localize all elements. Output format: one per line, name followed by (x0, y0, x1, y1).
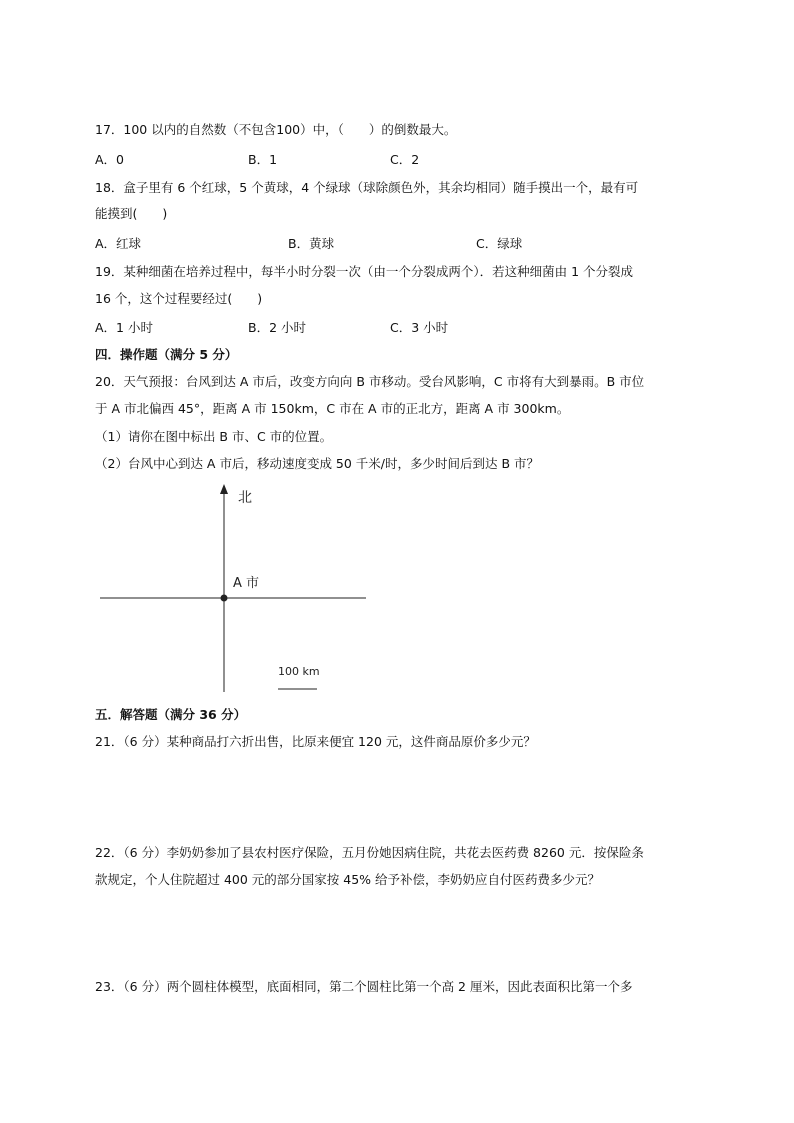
question-18-option-b: B．黄球 (288, 236, 335, 251)
question-23-line1: 23．（6 分）两个圆柱体模型，底面相同，第二个圆柱比第一个高 2 厘米，因此表面积比第一个多 (95, 979, 633, 994)
question-17-option-a: A．0 (95, 152, 125, 167)
section-4-title: 四．操作题（满分 5 分） (95, 347, 238, 362)
north-arrow-icon (220, 484, 228, 494)
question-18-option-a: A．红球 (95, 236, 142, 251)
question-21-text: 21．（6 分）某种商品打六折出售，比原来便宜 120 元，这件商品原价多少元？ (95, 734, 536, 749)
north-label: 北 (238, 490, 252, 506)
question-19-stem-line1: 19．某种细菌在培养过程中，每半小时分裂一次（由一个分裂成两个）．若这种细菌由 1 个分裂成 (95, 264, 634, 279)
city-a-point (221, 595, 228, 602)
question-22-line2: 款规定，个人住院超过 400 元的部分国家按 45% 给予补偿，李奶奶应自付医药费多少元？ (95, 872, 601, 887)
question-20-line2: 于 A 市北偏西 45°，距离 A 市 150km，C 市在 A 市的正北方，距离 A 市 300km。 (95, 401, 570, 416)
question-18-stem-line1: 18．盒子里有 6 个红球，5 个黄球，4 个绿球（球除颜色外，其余均相同）随手摸出一个，最有可 (95, 180, 639, 195)
question-18-option-c: C．绿球 (476, 236, 523, 251)
question-19-option-b: B．2 小时 (248, 320, 307, 335)
compass-diagram (90, 480, 380, 695)
question-17-option-c: C．2 (390, 152, 420, 167)
question-20-sub2: （2）台风中心到达 A 市后，移动速度变成 50 千米/时，多少时间后到达 B 市？ (95, 456, 540, 471)
scale-label: 100 km (278, 665, 320, 678)
question-19-option-a: A．1 小时 (95, 320, 153, 335)
question-20-sub1: （1）请你在图中标出 B 市、C 市的位置。 (95, 429, 333, 444)
question-19-stem-line2: 16 个，这个过程要经过( ) (95, 291, 263, 306)
question-19-option-c: C．3 小时 (390, 320, 449, 335)
city-a-label: A 市 (233, 576, 260, 591)
question-20-line1: 20．天气预报：台风到达 A 市后，改变方向向 B 市移动。受台风影响，C 市将有大到暴雨。B 市位 (95, 374, 645, 389)
question-22-line1: 22．（6 分）李奶奶参加了县农村医疗保险，五月份她因病住院，共花去医药费 8260 元．按保险条 (95, 845, 644, 860)
question-18-stem-line2: 能摸到( ) (95, 206, 168, 221)
question-17-option-b: B．1 (248, 152, 278, 167)
section-5-title: 五．解答题（满分 36 分） (95, 707, 247, 722)
question-17-stem: 17．100 以内的自然数（不包含100）中，（ ）的倒数最大。 (95, 122, 457, 137)
